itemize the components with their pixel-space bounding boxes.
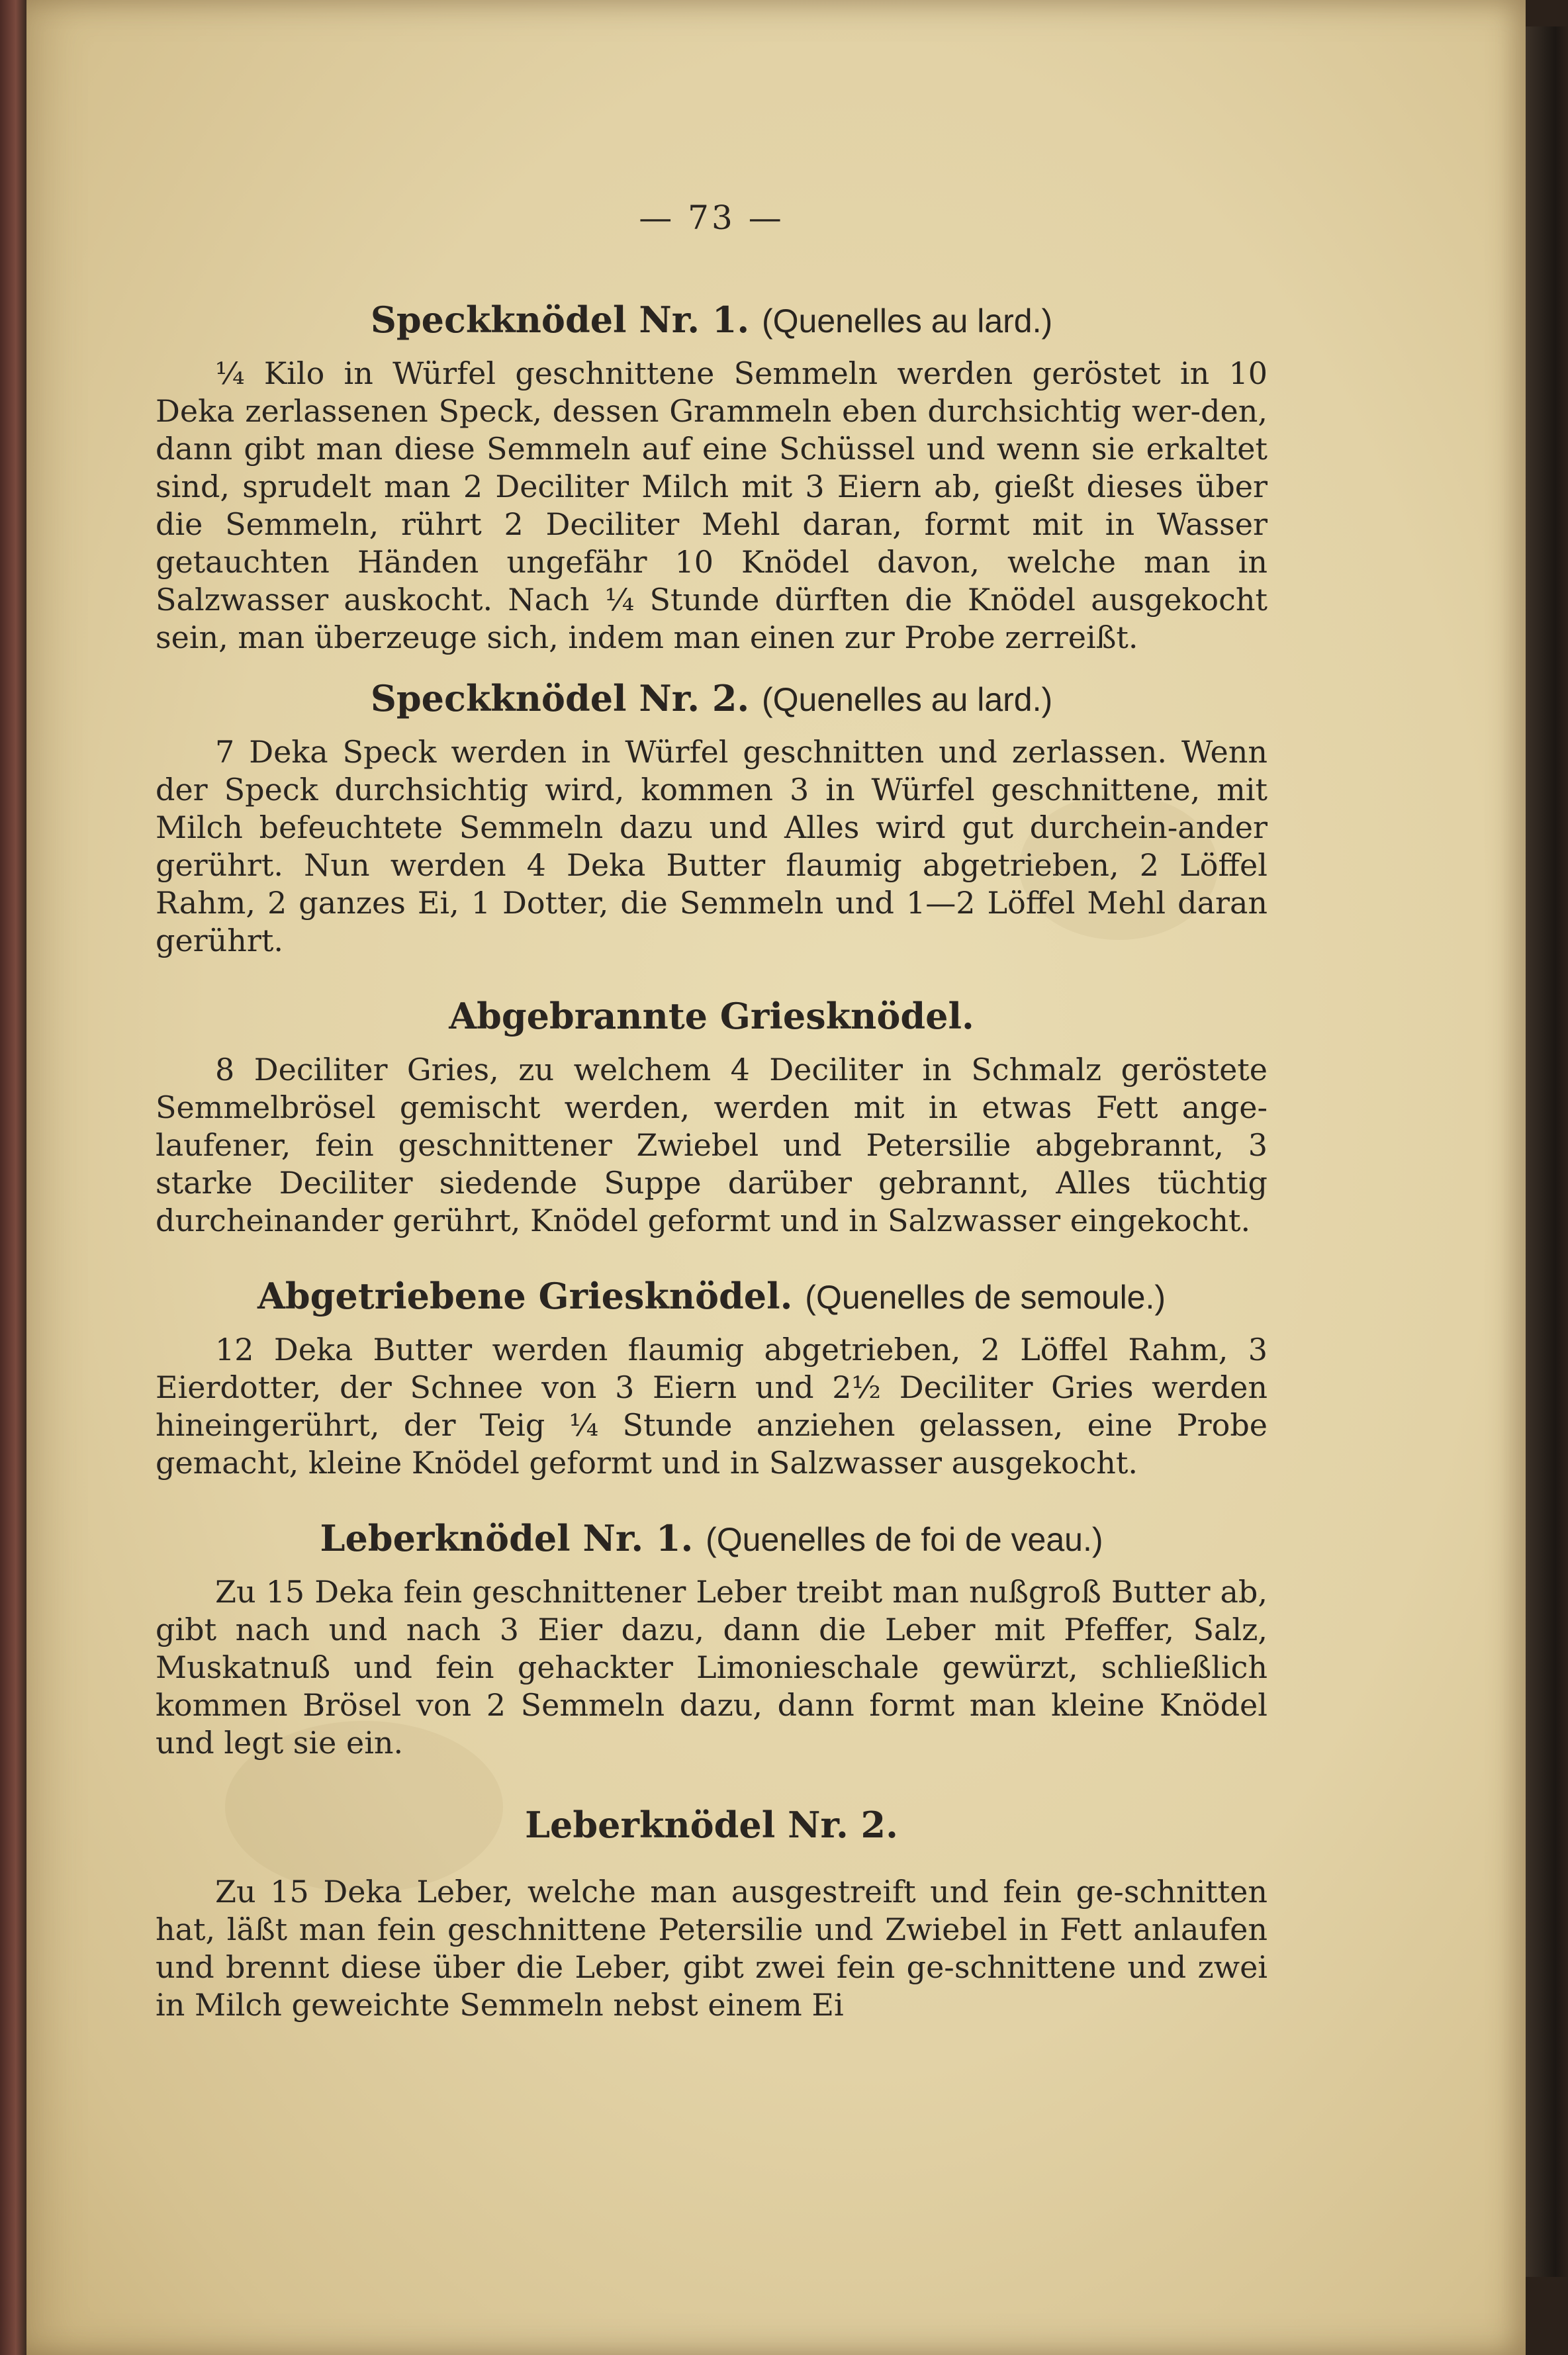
page-stack-edge bbox=[1526, 26, 1568, 2277]
recipe-text: Zu 15 Deka fein geschnittener Leber treibt man nußgroß Butter ab, gibt nach und nach 3 Eier dazu, dann die Leber mit Pfeffer, Salz, Muskatnuß und fein gehackter Limonieschale gewürzt, schließlich kommen Brösel von 2 Semmeln dazu, dann formt man kleine Knödel und legt sie ein. bbox=[156, 1574, 1268, 1761]
recipe-text: 8 Deciliter Gries, zu welchem 4 Deciliter in Schmalz geröstete Semmelbrösel gemischt werden, werden mit in etwas Fett ange-laufener, fein geschnittener Zwiebel und Petersilie abgebrannt, 3 starke Deciliter siedende Suppe darüber gebrannt, Alles tüchtig durcheinander gerührt, Knödel geformt und in Salzwasser eingekocht. bbox=[156, 1052, 1268, 1238]
recipe-abgebrannte-griesknoedel bbox=[156, 993, 1268, 1240]
recipe-title bbox=[156, 1802, 1268, 1849]
recipe-title-text: Leberknödel Nr. 2. bbox=[525, 1804, 898, 1846]
recipe-speckknoedel-2 bbox=[156, 675, 1268, 960]
recipe-text: ¼ Kilo in Würfel geschnittene Semmeln werden geröstet in 10 Deka zerlassenen Speck, dessen Grammeln eben durchsichtig wer-den, dann gibt man diese Semmeln auf eine Schüssel und wenn sie erkaltet sind, sprudelt man 2 Deciliter Milch mit 3 Eiern ab, gießt dieses über die Semmeln, rührt 2 Deciliter Mehl daran, formt mit in Wasser getauchten Händen ungefähr 10 Knödel davon, welche man in Salzwasser auskocht. Nach ¼ Stunde dürften die Knödel ausgekocht sein, man überzeuge sich, indem man einen zur Probe zerreißt. bbox=[156, 355, 1268, 655]
recipe-text: 7 Deka Speck werden in Würfel geschnitten und zerlassen. Wenn der Speck durchsichtig wird, kommen 3 in Würfel geschnittene, mit Milch befeuchtete Semmeln dazu und Alles wird gut durchein-ander gerührt. Nun werden 4 Deka Butter flaumig abgetrieben, 2 Löffel Rahm, 2 ganzes Ei, 1 Dotter, die Semmeln und 1—2 Löffel Mehl daran gerührt. bbox=[156, 734, 1268, 958]
book-cover-edge bbox=[0, 0, 26, 2355]
recipe-title-text: Speckknödel Nr. 1. bbox=[370, 299, 750, 341]
page-number: — 73 — bbox=[639, 199, 784, 237]
recipe-title bbox=[156, 1515, 1268, 1563]
recipe-leberknoedel-1 bbox=[156, 1515, 1268, 1762]
recipe-abgetriebene-griesknoedel bbox=[156, 1273, 1268, 1482]
recipe-text: 12 Deka Butter werden flaumig abgetrieben, 2 Löffel Rahm, 3 Eierdotter, der Schnee von 3 Eiern und 2½ Deciliter Gries werden hineingerührt, der Teig ¼ Stunde anziehen gelassen, eine Probe gemacht, kleine Knödel geformt und in Salzwasser ausgekocht. bbox=[156, 1332, 1268, 1481]
recipe-subtitle: (Quenelles au lard.) bbox=[762, 681, 1053, 718]
recipe-subtitle: (Quenelles de foi de veau.) bbox=[706, 1521, 1103, 1558]
recipe-title bbox=[156, 1273, 1268, 1320]
recipe-title-text: Abgebrannte Griesknödel. bbox=[449, 995, 974, 1037]
recipe-speckknoedel-1 bbox=[156, 297, 1268, 657]
page-content bbox=[156, 199, 1268, 2024]
recipe-title-text: Leberknödel Nr. 1. bbox=[320, 1517, 694, 1559]
recipe-title bbox=[156, 297, 1268, 344]
recipe-title-text: Speckknödel Nr. 2. bbox=[370, 677, 750, 719]
recipe-title bbox=[156, 993, 1268, 1040]
recipe-leberknoedel-2 bbox=[156, 1802, 1268, 2024]
recipe-title-text: Abgetriebene Griesknödel. bbox=[257, 1275, 793, 1317]
recipe-subtitle: (Quenelles de semoule.) bbox=[805, 1279, 1166, 1316]
recipe-subtitle: (Quenelles au lard.) bbox=[762, 302, 1053, 340]
recipe-text: Zu 15 Deka Leber, welche man ausgestreift und fein ge-schnitten hat, läßt man fein geschnittene Petersilie und Zwiebel in Fett anlaufen und brennt diese über die Leber, gibt zwei fein ge-schnittene und zwei in Milch geweichte Semmeln nebst einem Ei bbox=[156, 1874, 1268, 2023]
recipe-title bbox=[156, 675, 1268, 723]
